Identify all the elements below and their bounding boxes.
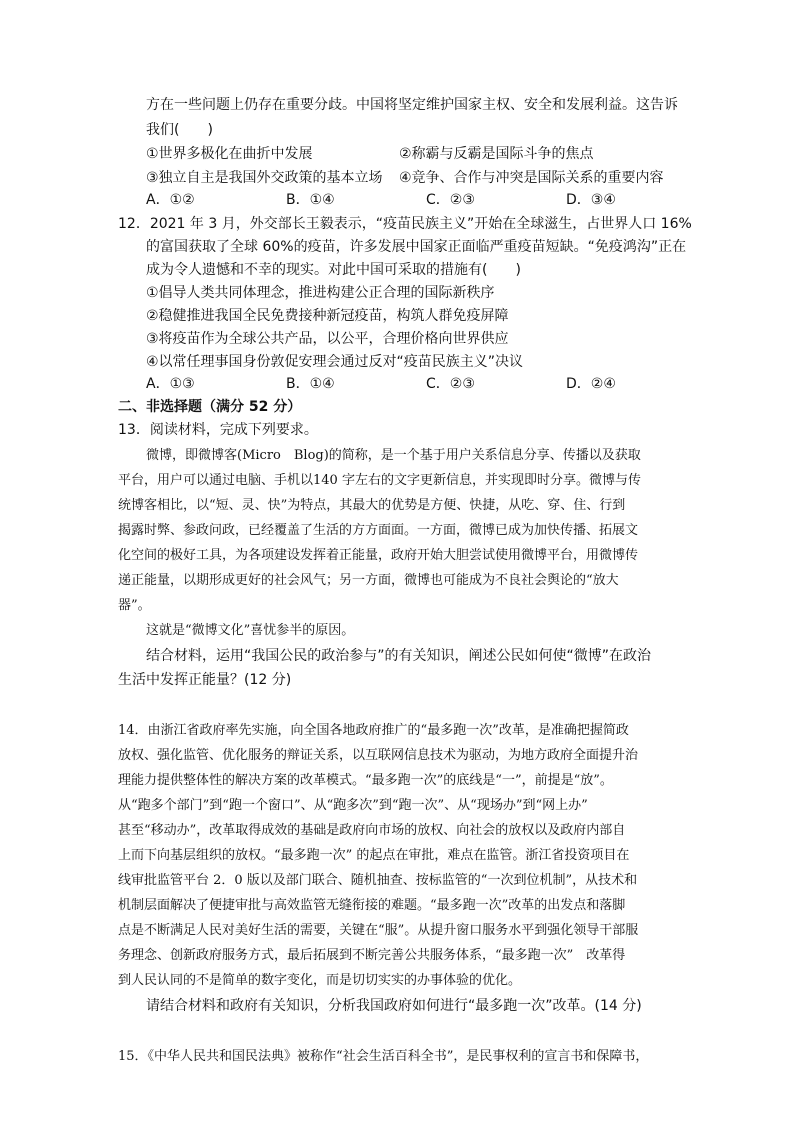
q12-item-4: ④以常任理事国身份敦促安理会通过反对“疫苗民族主义”决议 — [146, 354, 524, 370]
q12-option-c: C．②③ — [426, 376, 475, 392]
q12-options — [146, 374, 666, 394]
q13-question-line-2: 生活中发挥正能量？(12 分) — [118, 672, 292, 688]
q14-material-line-1: 14．由浙江省政府率先实施，向全国各地政府推广的“最多跑一次”改革，是准确把握简政 — [118, 723, 629, 738]
q11-options — [146, 190, 666, 210]
q13-material-line-7: 器”。 — [118, 598, 151, 613]
q12-text-line-3: 成为令人遗憾和不幸的现实。对此中国可采取的措施有( ) — [146, 262, 521, 278]
q14-material-line-6: 上而下向基层组织的放权。“最多跑一次” 的起点在审批，难点在监管。浙江省投资项目在 — [118, 848, 630, 863]
q11-option-d: D．③④ — [566, 192, 616, 208]
q14-material-line-11: 到人民认同的不是简单的数字变化，而是切切实实的办事体验的优化。 — [118, 973, 522, 988]
q13-material-end: 这就是“微博文化”喜忧参半的原因。 — [146, 623, 355, 638]
q14-material-line-2: 放权、强化监管、优化服务的辩证关系，以互联网信息技术为驱动，为地方政府全面提升治 — [118, 748, 639, 763]
q13-material-line-2: 平台，用户可以通过电脑、手机以140 字左右的文字更新信息，并实现即时分享。微博与传 — [118, 473, 641, 488]
q13-material-line-6: 递正能量，以期形成更好的社会风气；另一方面，微博也可能成为不良社会舆论的“放大 — [118, 573, 619, 588]
q12-option-a: A．①③ — [146, 376, 195, 392]
q11-text-line-1: 方在一些问题上仍存在重要分歧。中国将坚定维护国家主权、安全和发展利益。这告诉 — [146, 97, 678, 113]
q14-material-line-5: 甚至“移动办”，改革取得成效的基础是政府向市场的放权、向社会的放权以及政府内部自 — [118, 823, 626, 838]
q11-option-a: A．①② — [146, 192, 195, 208]
q14-material-line-10: 务理念、创新政府服务方式，最后拓展到不断完善公共服务体系，“最多跑一次” 改革得 — [118, 948, 626, 963]
q12-text-line-1: 12．2021 年 3 月，外交部长王毅表示，“疫苗民族主义”开始在全球滋生，占世界人口 16% — [118, 216, 692, 232]
section-2-heading: 二、非选择题（满分 52 分） — [118, 399, 302, 415]
q14-material-line-9: 点是不断满足人民对美好生活的需要，关键在“服”。从提升窗口服务水平到强化领导干部服 — [118, 923, 639, 938]
q13-material-line-5: 化空间的极好工具，为各项建设发挥着正能量，政府开始大胆尝试使用微博平台，用微博传 — [118, 548, 639, 563]
q13-material-line-3: 统博客相比，以“短、灵、快”为特点，其最大的优势是方便、快捷，从吃、穿、住、行到 — [118, 498, 626, 513]
q12-item-1: ①倡导人类共同体理念，推进构建公正合理的国际新秩序 — [146, 285, 495, 301]
q11-item-1: ①世界多极化在曲折中发展 — [146, 146, 313, 162]
q11-item-4: ④竞争、合作与冲突是国际关系的重要内容 — [399, 170, 664, 186]
q13-question-line-1: 结合材料，运用“我国公民的政治参与”的有关知识，阐述公民如何使“微博”在政治 — [146, 648, 652, 664]
q12-text-line-2: 的富国获取了全球 60%的疫苗，许多发展中国家正面临严重疫苗短缺。“免疫鸿沟”正在 — [146, 239, 687, 255]
q11-item-2: ②称霸与反霸是国际斗争的焦点 — [399, 146, 594, 162]
q12-item-3: ③将疫苗作为全球公共产品，以公平，合理价格向世界供应 — [146, 331, 509, 347]
q14-question: 请结合材料和政府有关知识，分析我国政府如何进行“最多跑一次”改革。(14 分) — [146, 998, 642, 1014]
q14-material-line-4: 从“跑多个部门”到“跑一个窗口”、从“跑多次”到“跑一次”、从“现场办”到“网上办” — [118, 798, 588, 813]
q12-option-b: B．①④ — [286, 376, 335, 392]
q11-option-c: C．②③ — [426, 192, 475, 208]
q15-text-line-1: 15．《中华人民共和国民法典》被称作“社会生活百科全书”，是民事权利的宣言书和保障书， — [118, 1049, 649, 1064]
q14-material-line-3: 理能力提供整体性的解决方案的改革模式。“最多跑一次”的底线是“一”，前提是“放”。 — [118, 773, 613, 788]
q11-option-b: B．①④ — [286, 192, 335, 208]
q11-items-row-1 — [146, 144, 666, 164]
q13-material-line-1: 微博，即微博客(Micro Blog)的简称，是一个基于用户关系信息分享、传播以及获取 — [146, 448, 641, 463]
q12-item-2: ②稳健推进我国全民免费接种新冠疫苗，构筑人群免疫屏障 — [146, 308, 509, 324]
q13-intro: 13．阅读材料，完成下列要求。 — [118, 422, 318, 438]
q14-material-line-7: 线审批监管平台 2．0 版以及部门联合、随机抽查、按标监管的“一次到位机制”，从技术和 — [118, 873, 638, 888]
q12-option-d: D．②④ — [566, 376, 616, 392]
q11-items-row-2 — [146, 168, 666, 188]
q11-text-line-2: 我们( ) — [146, 122, 213, 138]
q11-item-3: ③独立自主是我国外交政策的基本立场 — [146, 170, 383, 186]
q14-material-line-8: 机制层面解决了便捷审批与高效监管无缝衔接的难题。“最多跑一次”改革的出发点和落脚 — [118, 898, 626, 913]
q13-material-line-4: 揭露时弊、参政问政，已经覆盖了生活的方方面面。一方面，微博已成为加快传播、拓展文 — [118, 523, 639, 538]
